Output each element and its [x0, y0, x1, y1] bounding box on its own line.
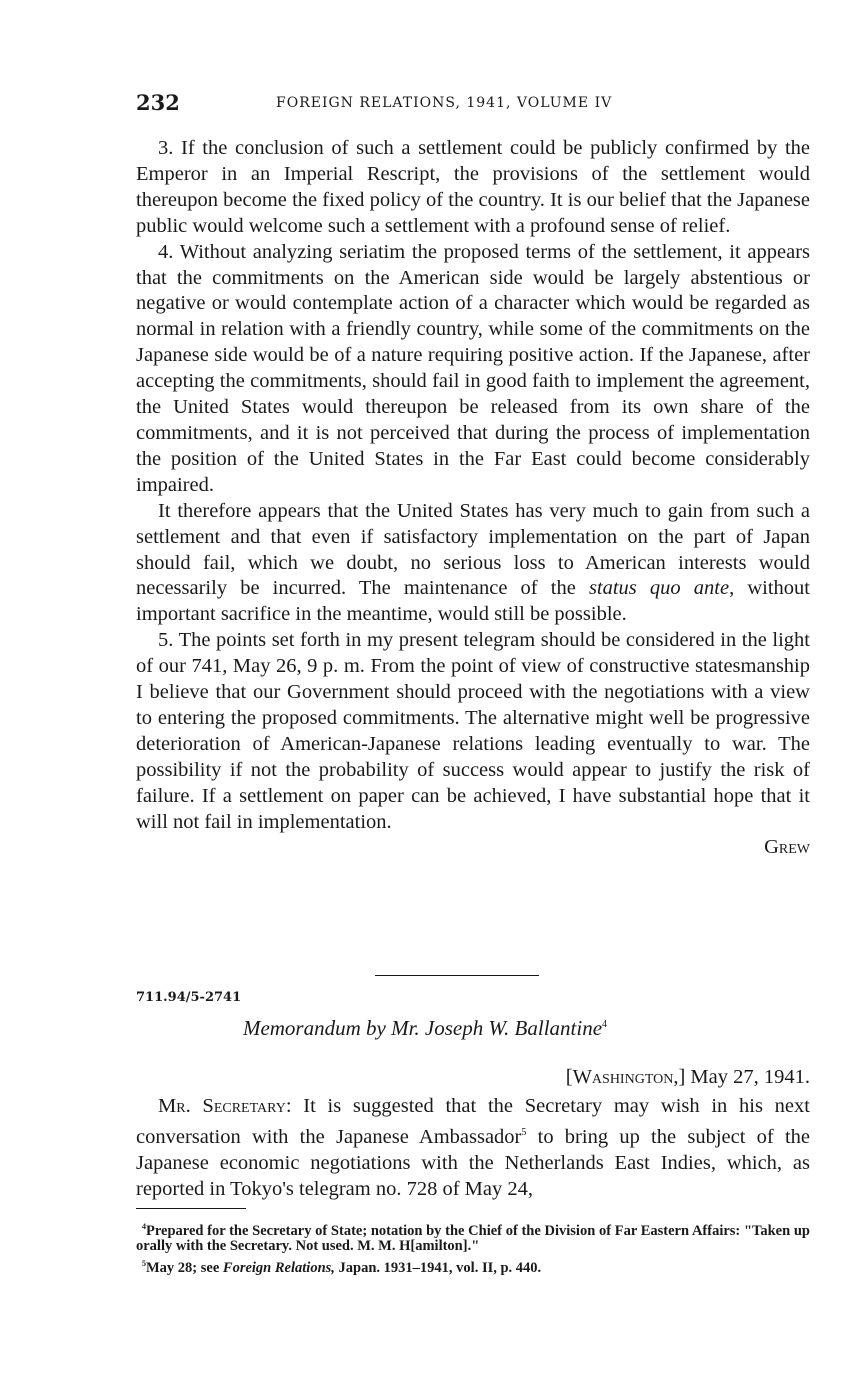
- header-title: FOREIGN RELATIONS, 1941, VOLUME IV: [276, 95, 613, 111]
- latin-phrase: status quo ante: [588, 577, 730, 600]
- signature: Grew: [764, 836, 810, 859]
- footnote-4-text: Prepared for the Secretary of State; notation by the Chief of the Division of Far Eastern Affairs: "Taken up orally with the Secretary. Not used. M. M. H[amilton].": [136, 1222, 810, 1255]
- telegram-body: [136, 136, 810, 861]
- memo-paragraph: [136, 1094, 810, 1202]
- footnote-rule: [136, 1208, 246, 1209]
- footnote-5: [136, 1256, 810, 1276]
- memo-body: [136, 1094, 810, 1202]
- footnote-4: [136, 1219, 810, 1255]
- paragraph-5: 5. The points set forth in my present telegram should be considered in the light of our 741, May 26, 9 p. m. From the point of view of constructive statesmanship I believe that our Government should proceed with the negotiations with a view to entering the proposed commitments. The alternative might well be progressive deterioration of American-Japanese relations leading eventually to war. The possibility if not the probability of success would appear to justify the risk of failure. If a settlement on paper can be achieved, I have substantial hope that it will not fail in implementation.: [136, 629, 810, 833]
- footnote-5-citation: Foreign Relations,: [222, 1259, 335, 1276]
- paragraph-3: 3. If the conclusion of such a settlement could be publicly confirmed by the Emperor in an Imperial Rescript, the provisions of the settlement would thereupon become the fixed policy of the country. It is our belief that the Japanese public would welcome such a settlement with a profound sense of relief.: [136, 137, 810, 237]
- salutation: Mr. Secretary:: [158, 1095, 292, 1117]
- paragraph-gain: [136, 499, 810, 629]
- memo-title: [0, 1016, 850, 1041]
- running-head: [136, 90, 810, 120]
- footnote-5-text-2: Japan. 1931–1941, vol. II, p. 440.: [334, 1259, 542, 1276]
- footnote-5-text-1: May 28; see: [146, 1259, 223, 1276]
- paragraph-4: 4. Without analyzing seriatim the proposed terms of the settlement, it appears that the commitments on the American side would be largely abstentious or negative or would contemplate action of a character which would be regarded as normal in relation with a friendly country, while some of the commitments on the Japanese side would be of a nature requiring positive action. If the Japanese, after accepting the commitments, should fail in good faith to implement the agreement, the United States would thereupon be released from its own share of the commitments, and it is not perceived that during the process of implementation the position of the United States in the Far East could become considerably impaired.: [136, 240, 810, 496]
- file-number: 711.94/5-2741: [136, 990, 242, 1005]
- page-number: 232: [136, 90, 180, 115]
- dateline: [566, 1066, 810, 1089]
- footnote-ref-4: 4: [602, 1019, 608, 1030]
- memo-text-1: It is suggested that the Secretary may wish in his next conversation with the Japanese Ambassador: [136, 1095, 810, 1148]
- paragraph-gain-text-1: It therefore appears that the United States has very much to gain from such a settlement and that even if satisfactory implementation on the part of Japan should fail, which we doubt, no serious loss to American interests would necessarily be incurred. The maintenance of the: [136, 499, 810, 600]
- paragraph-gain-text-2: , without important sacrifice in the meantime, would still be possible.: [136, 577, 810, 626]
- section-divider: [375, 975, 539, 976]
- memo-text-2: to bring up the subject of the Japanese economic negotiations with the Netherlands East Indies, which, as reported in Tokyo's telegram no. 728 of May 24,: [136, 1125, 811, 1200]
- footnotes: [136, 1219, 810, 1277]
- footnote-4-mark: 4: [142, 1222, 146, 1231]
- dateline-place: [Washington,]: [565, 1066, 686, 1088]
- memo-title-text: Memorandum by Mr. Joseph W. Ballantine: [242, 1016, 603, 1040]
- footnote-ref-5: 5: [521, 1126, 527, 1138]
- dateline-date: May 27, 1941.: [685, 1066, 810, 1088]
- footnote-5-mark: 5: [142, 1258, 146, 1268]
